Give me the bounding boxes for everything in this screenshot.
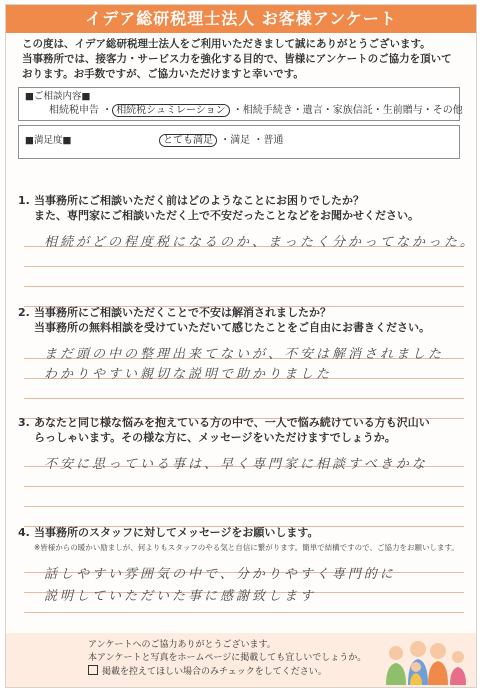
survey-title: イデア総研税理士法人 お客様アンケート [6, 5, 476, 33]
intro-line: 当事務所では、接客力・サービス力を強化する目的で、皆様にアンケートのご協力を頂いて [22, 53, 452, 65]
question-text: 当事務所にご相談いただくことで不安は解消されましたか？ [34, 306, 331, 319]
answer-4-line-2[interactable]: 説明していただいた事に感謝致します [44, 589, 317, 604]
family-illustration-icon [376, 637, 472, 685]
satisfaction-option-selected[interactable]: とても満足 [159, 134, 217, 147]
question-text: らっしゃいます。その様な方に、メッセージをいただけますでしょうか。 [34, 431, 396, 444]
consult-type-box [18, 87, 463, 121]
satisfaction-box [18, 125, 460, 159]
question-number: 3. [18, 416, 30, 429]
question-1 [18, 193, 464, 223]
question-4-note: ※皆様からの暖かい励ましが、何よりもスタッフのやる気と自信に繋がります。簡単で結構ですので、ご協力をお願いします。 [34, 543, 459, 552]
question-text: 当事務所のスタッフに対してメッセージをお願いします。 [34, 526, 319, 539]
footer-panel [6, 633, 476, 687]
question-number: 4. [18, 526, 30, 539]
question-2 [18, 305, 464, 335]
publish-optout-checkbox[interactable] [88, 665, 98, 675]
question-number: 2. [18, 306, 30, 319]
answer-4-line-1[interactable]: 話しやすい雰囲気の中で、分かりやすく専門的に [44, 567, 396, 582]
question-4 [18, 525, 464, 540]
question-text: 当事務所にご相談いただく前はどのようなことにお困りでしたか？ [34, 194, 364, 207]
consult-option[interactable]: 相続手続き・遺言・家族信託・生前贈与・その他 [242, 105, 463, 116]
intro-line: おります。お手数ですが、ご協力いただけますと幸いです。 [22, 68, 304, 80]
answer-2-line-2[interactable]: わかりやすい親切な説明で助かりました [44, 367, 333, 382]
satisfaction-header: ■満足度■ [25, 135, 72, 146]
consult-type-options: 相続税申告 ・ 相続税シュミレーション ・相続手続き・遺言・家族信託・生前贈与・その他 [49, 105, 463, 116]
answer-3-line-1[interactable]: 不安に思っている事は、早く専門家に相談すべきかな [44, 457, 428, 472]
survey-sheet [5, 4, 477, 688]
footer-line: 本アンケートと写真をホームページに掲載しても宜しいでしょうか。 [88, 653, 367, 663]
footer-line: アンケートへのご協力ありがとうございます。 [88, 640, 276, 650]
answer-1-line-1[interactable]: 相続がどの程度税になるのか、まったく分かってなかった。 [44, 235, 477, 250]
satisfaction-options: とても満足 ・満足 ・普通 [159, 134, 283, 148]
consult-type-header: ■ご相談内容■ [25, 91, 91, 102]
question-number: 1. [18, 194, 30, 207]
footer-text [88, 639, 366, 679]
consult-option[interactable]: 相続税申告 [49, 105, 99, 116]
question-text: 当事務所の無料相談を受けていただいて感じたことをご自由にお書きください。 [34, 321, 430, 334]
intro-line: この度は、イデア総研税理士法人をご利用いただきまして誠にありがとうございます。 [22, 38, 431, 50]
satisfaction-option[interactable]: 普通 [263, 135, 284, 146]
footer-line [88, 665, 366, 679]
question-text: あなたと同じ様な悩みを抱えている方の中で、一人で悩み続けている方も沢山い [34, 416, 430, 429]
answer-lines-4 [24, 553, 464, 613]
footer-checkbox-label: 掲載を控えてほしい場合のみチェックをしてください。 [102, 667, 327, 677]
question-text: また、専門家にご相談いただく上で不安だったことなどをお聞かせください。 [34, 209, 419, 222]
consult-option-selected[interactable]: 相続税シュミレーション [112, 104, 229, 117]
intro-text [22, 37, 468, 82]
answer-2-line-1[interactable]: まだ頭の中の整理出来てないが、不安は解消されました [44, 347, 445, 362]
question-3 [18, 415, 464, 445]
satisfaction-option[interactable]: 満足 [230, 135, 251, 146]
